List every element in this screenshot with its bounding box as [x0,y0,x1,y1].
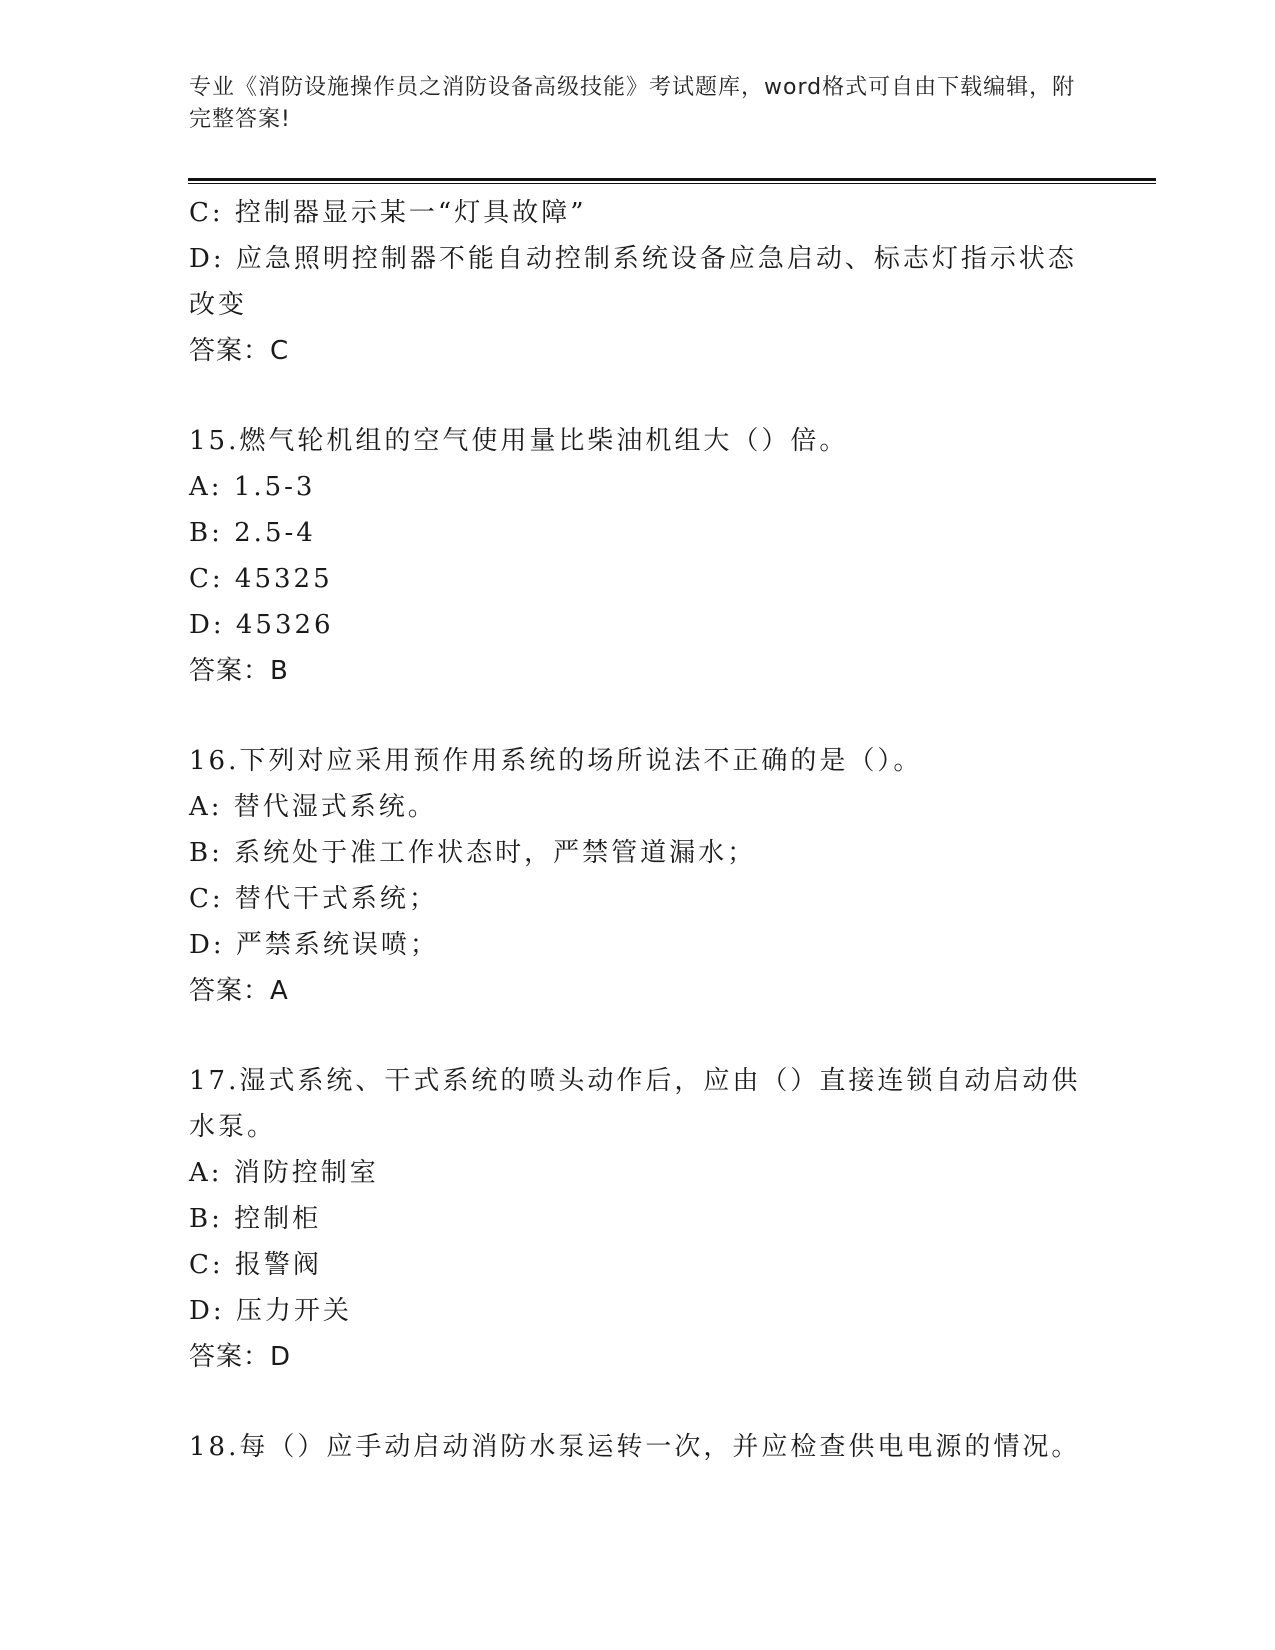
option-d: D: 严禁系统误喷； [189,930,439,960]
question-block-16 [189,738,1089,1014]
question-text: 16.下列对应采用预作用系统的场所说法不正确的是（）。 [189,746,923,776]
spacer [189,374,1089,418]
option-c: C: 控制器显示某一“灯具故障” [189,198,587,228]
header-divider-thin [188,183,1156,184]
option-b: B: 控制柜 [189,1204,322,1234]
option-a: A: 1.5-3 [189,472,316,502]
option-d: D: 应急照明控制器不能自动控制系统设备应急启动、标志灯指示状态改变 [189,244,1077,320]
question-block-14 [189,190,1089,374]
option-c: C: 替代干式系统； [189,884,438,914]
spacer [189,694,1089,738]
spacer [189,1380,1089,1424]
option-a: A: 消防控制室 [189,1158,379,1188]
option-d: D: 45326 [189,610,334,640]
document-header: 专业《消防设施操作员之消防设备高级技能》考试题库，word格式可自由下载编辑，附完整答案! [189,75,1076,132]
question-block-18 [189,1424,1089,1470]
question-block-15 [189,418,1089,694]
question-text: 18.每（）应手动启动消防水泵运转一次，并应检查供电电源的情况。 [189,1432,1081,1462]
question-text: 17.湿式系统、干式系统的喷头动作后，应由（）直接连锁自动启动供水泵。 [189,1066,1081,1142]
option-b: B: 2.5-4 [189,518,316,548]
answer-line: 答案：D [189,1342,292,1372]
question-block-17 [189,1058,1089,1380]
answer-line: 答案：B [189,656,289,686]
option-a: A: 替代湿式系统。 [189,792,437,822]
answer-line: 答案：C [189,336,290,366]
option-d: D: 压力开关 [189,1296,352,1326]
option-c: C: 45325 [189,564,333,594]
spacer [189,1014,1089,1058]
option-b: B: 系统处于准工作状态时，严禁管道漏水； [189,838,757,868]
answer-line: 答案：A [189,976,289,1006]
header-divider-thick [188,178,1156,181]
question-text: 15.燃气轮机组的空气使用量比柴油机组大（）倍。 [189,426,849,456]
question-list [189,190,1089,1470]
option-c: C: 报警阀 [189,1250,322,1280]
